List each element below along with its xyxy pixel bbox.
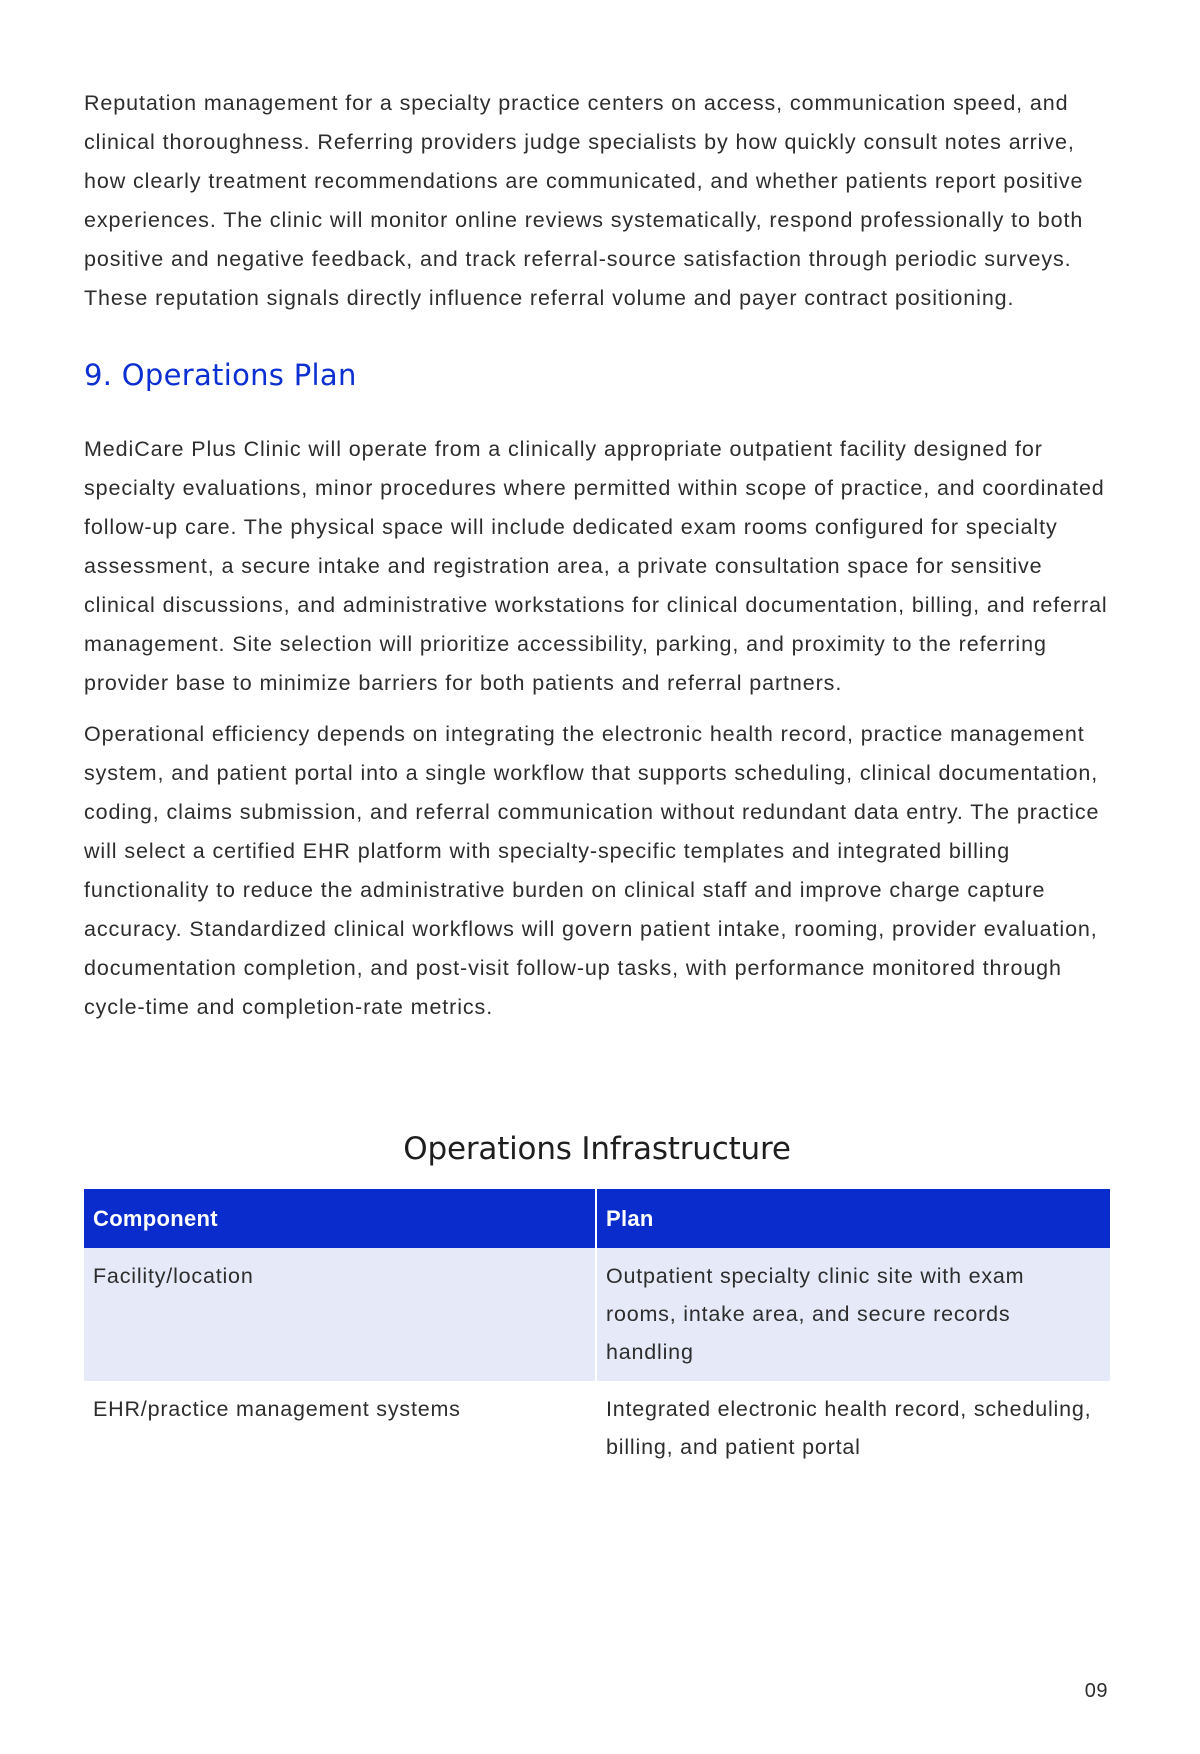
table-row (84, 1381, 1110, 1476)
column-header-component: Component (84, 1189, 596, 1248)
table-header-row (84, 1189, 1110, 1248)
table-cell-plan: Integrated electronic health record, scheduling, billing, and patient portal (596, 1381, 1110, 1476)
document-page (84, 84, 1110, 1476)
table-row (84, 1248, 1110, 1381)
table-title: Operations Infrastructure (403, 1131, 791, 1167)
operations-infrastructure-table (84, 1189, 1110, 1476)
section-heading: 9. Operations Plan (84, 358, 357, 392)
table-cell-component: EHR/practice management systems (84, 1381, 596, 1476)
page-number: 09 (1084, 1680, 1108, 1702)
table-cell-plan: Outpatient specialty clinic site with exam rooms, intake area, and secure records handling (596, 1248, 1110, 1381)
intro-paragraph: Reputation management for a specialty practice centers on access, communication speed, and clinical thoroughness. Referring providers judge specialists by how quickly consult notes arrive, how clearly treatment recommendations are communicated, and whether patients report positive experiences. The clinic will monitor online reviews systematically, respond professionally to both positive and negative feedback, and track referral-source satisfaction through periodic surveys. These reputation signals directly influence referral volume and payer contract positioning. (84, 91, 1084, 310)
column-header-plan: Plan (596, 1189, 1110, 1248)
body-paragraph: MediCare Plus Clinic will operate from a clinically appropriate outpatient facility designed for specialty evaluations, minor procedures where permitted within scope of practice, and coordinated follow-up care. The physical space will include dedicated exam rooms configured for specialty assessment, a secure intake and registration area, a private consultation space for sensitive clinical discussions, and administrative workstations for clinical documentation, billing, and referral management. Site selection will prioritize accessibility, parking, and proximity to the referring provider base to minimize barriers for both patients and referral partners. (84, 437, 1108, 695)
body-paragraph: Operational efficiency depends on integrating the electronic health record, practice management system, and patient portal into a single workflow that supports scheduling, clinical documentation, coding, claims submission, and referral communication without redundant data entry. The practice will select a certified EHR platform with specialty-specific templates and integrated billing functionality to reduce the administrative burden on clinical staff and improve charge capture accuracy. Standardized clinical workflows will govern patient intake, rooming, provider evaluation, documentation completion, and post-visit follow-up tasks, with performance monitored through cycle-time and completion-rate metrics. (84, 722, 1100, 1019)
table-cell-component: Facility/location (84, 1248, 596, 1381)
